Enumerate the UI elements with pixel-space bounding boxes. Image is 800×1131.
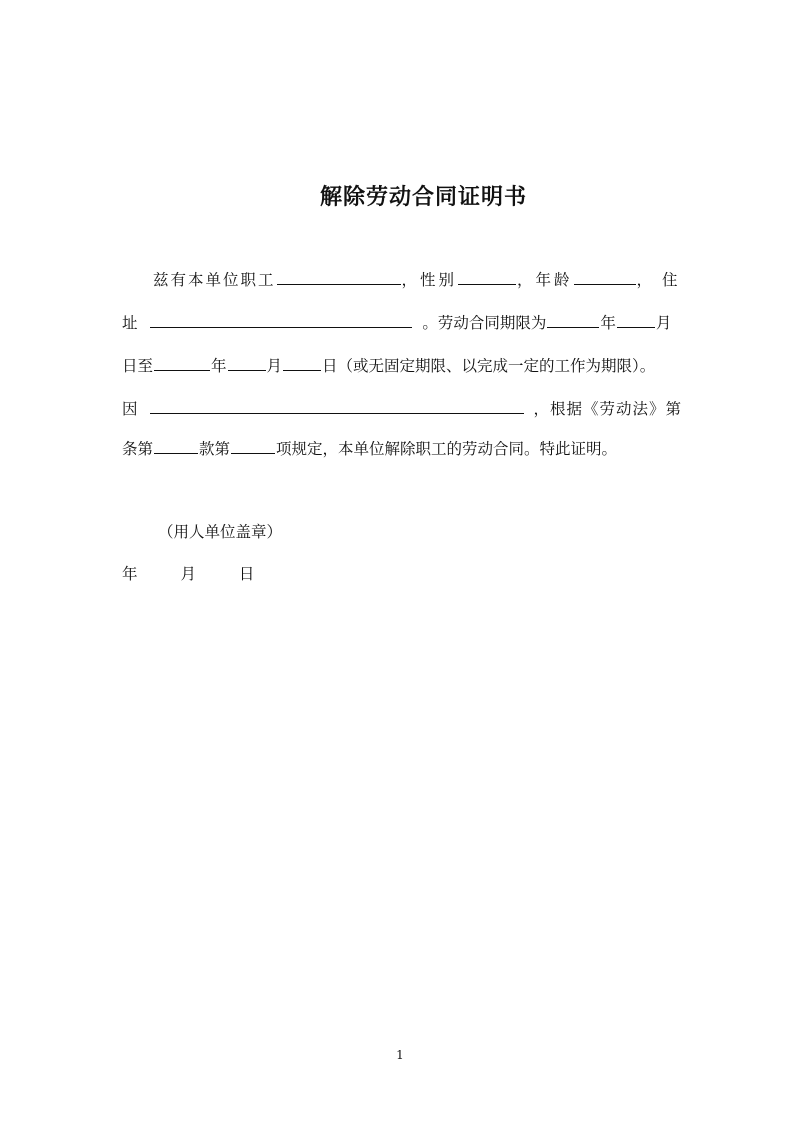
term-month-label: 月	[655, 314, 672, 332]
date-year-label: 年	[122, 565, 138, 583]
page-number: 1	[396, 1048, 404, 1062]
date-month-label: 月	[180, 565, 196, 583]
gender-blank[interactable]	[458, 266, 516, 285]
page-title: 解除劳动合同证明书	[319, 184, 527, 210]
age-blank[interactable]	[574, 266, 636, 285]
address-label-start: ，住	[636, 271, 688, 289]
reason-label: 因	[122, 400, 138, 418]
clause-blank[interactable]	[154, 435, 198, 454]
age-label: ，年龄	[517, 271, 573, 289]
labor-law-label: ，根据《劳动法》第	[533, 400, 682, 418]
end-year-blank[interactable]	[154, 352, 210, 371]
body-line-2	[122, 309, 682, 337]
body-line-1	[122, 266, 688, 294]
term-day-to-label: 日至	[122, 357, 154, 375]
address-blank[interactable]	[150, 309, 412, 328]
end-month-label: 月	[266, 357, 283, 375]
end-day-blank[interactable]	[283, 352, 321, 371]
date-day-label: 日	[238, 565, 255, 583]
body-line-5	[122, 435, 682, 463]
article-label: 条第	[122, 440, 154, 458]
term-year-blank[interactable]	[547, 309, 599, 328]
body-line-4	[122, 395, 682, 423]
end-year-label: 年	[211, 357, 227, 375]
address-label-end: 址	[122, 314, 138, 332]
body-line-3	[122, 352, 682, 380]
signature-date	[122, 560, 254, 588]
employee-name-blank[interactable]	[277, 266, 401, 285]
company-stamp-label: （用人单位盖章）	[158, 523, 283, 541]
employee-label: 兹有本单位职工	[153, 271, 276, 289]
end-month-blank[interactable]	[228, 352, 266, 371]
term-year-label: 年	[600, 314, 616, 332]
term-month-blank[interactable]	[617, 309, 655, 328]
gender-label: ，性别	[401, 271, 458, 289]
closing-statement: 项规定，本单位解除职工的劳动合同。特此证明。	[276, 440, 618, 458]
item-blank[interactable]	[231, 435, 275, 454]
clause-label: 款第	[199, 440, 231, 458]
reason-blank[interactable]	[150, 395, 524, 414]
contract-term-label: 。劳动合同期限为	[422, 314, 547, 332]
term-note: 日（或无固定期限、以完成一定的工作为期限）。	[322, 357, 656, 375]
